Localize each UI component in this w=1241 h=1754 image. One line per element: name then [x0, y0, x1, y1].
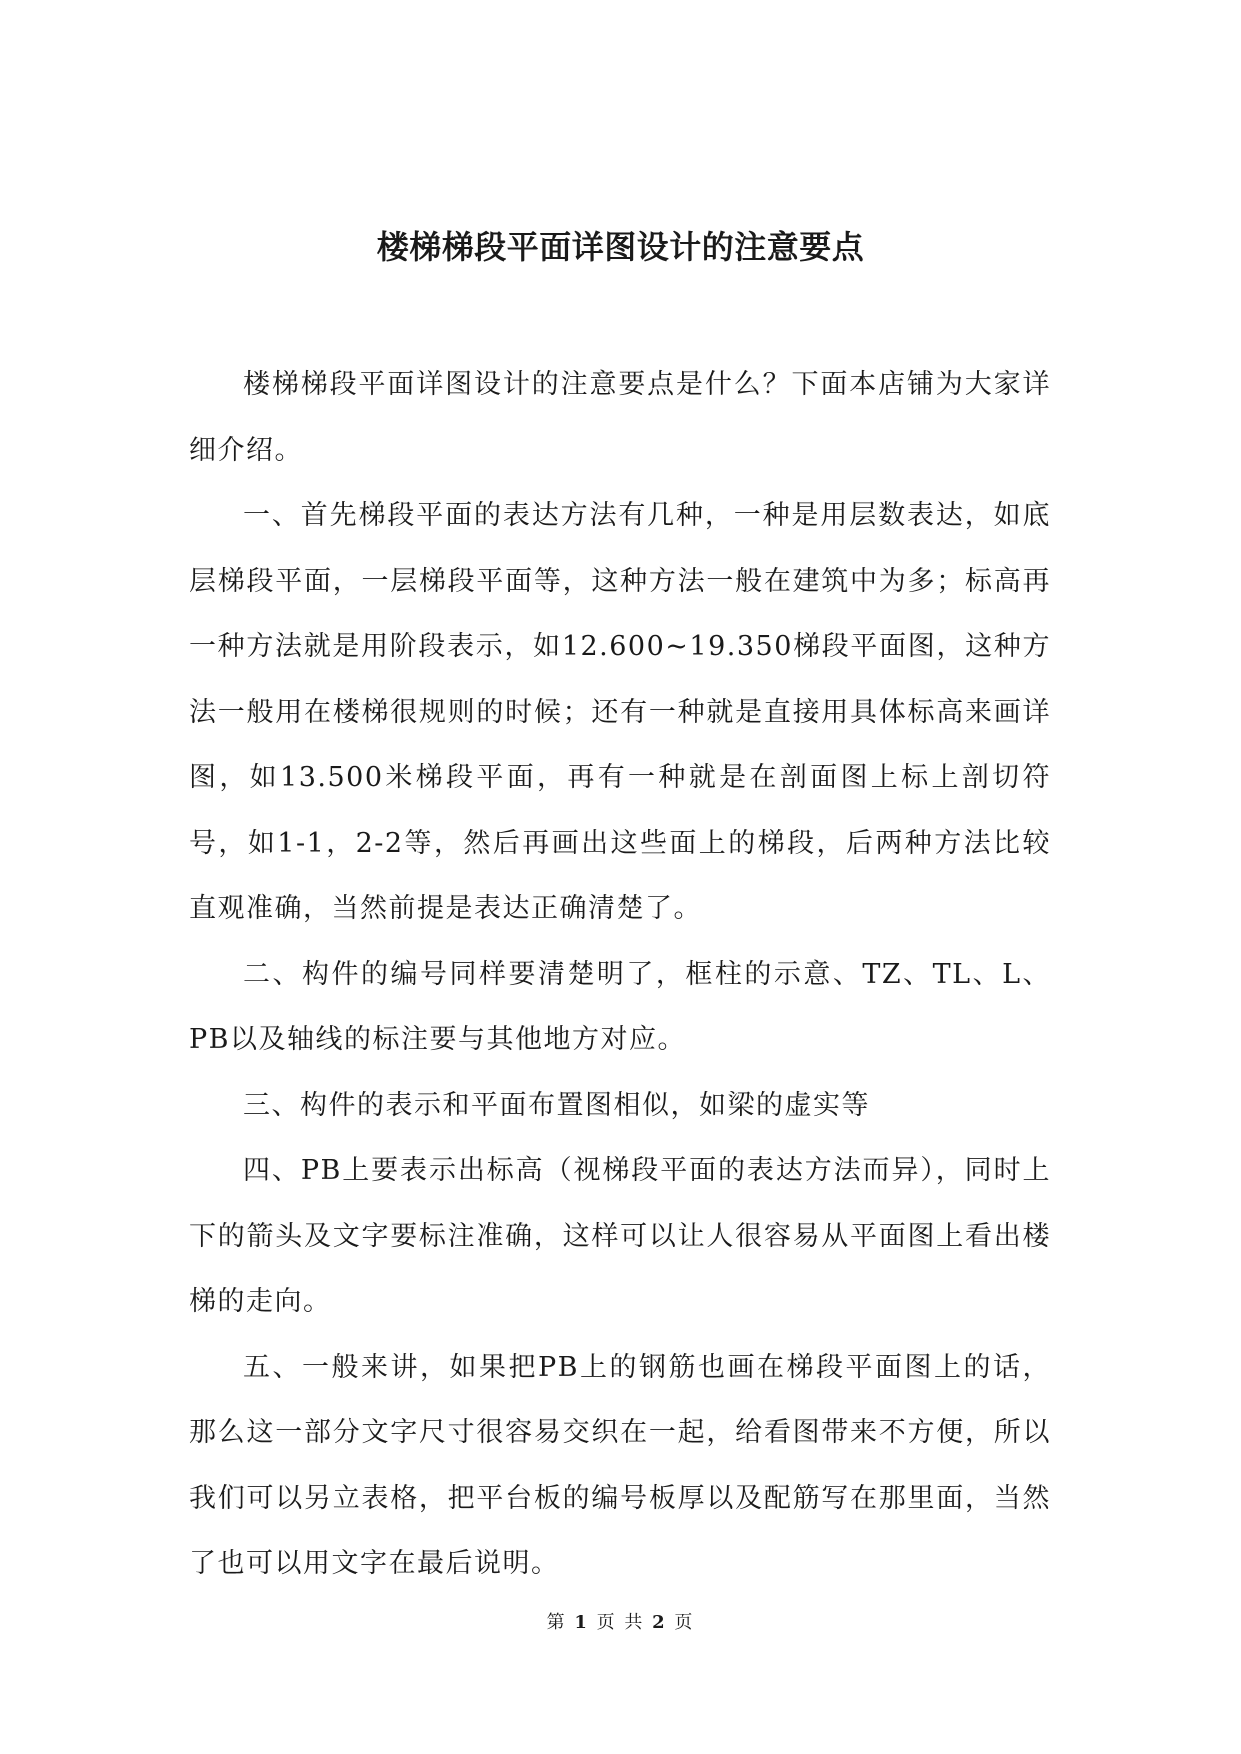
footer-total-pages: 2 [652, 1612, 667, 1633]
footer-prefix: 第 [546, 1612, 567, 1633]
page-footer [0, 1610, 1241, 1636]
paragraph-point-5: 五、一般来讲，如果把PB上的钢筋也画在梯段平面图上的话，那么这一部分文字尺寸很容易交织在一起，给看图带来不方便，所以我们可以另立表格，把平台板的编号板厚以及配筋写在那里面，当然了也可以用文字在最后说明。 [189, 1351, 1051, 1579]
paragraph-point-2: 二、构件的编号同样要清楚明了，框柱的示意、TZ、TL、L、PB以及轴线的标注要与其他地方对应。 [189, 958, 1051, 1055]
document-body [189, 352, 1051, 1597]
footer-middle: 页 共 [596, 1612, 645, 1633]
document-title: 楼梯梯段平面详图设计的注意要点 [376, 228, 865, 266]
footer-suffix: 页 [674, 1612, 695, 1633]
paragraph-point-4: 四、PB上要表示出标高（视梯段平面的表达方法而异），同时上下的箭头及文字要标注准确，这样可以让人很容易从平面图上看出楼梯的走向。 [189, 1155, 1051, 1317]
paragraph-point-3: 三、构件的表示和平面布置图相似，如梁的虚实等 [243, 1089, 870, 1121]
footer-current-page: 1 [574, 1612, 589, 1633]
paragraph-intro: 楼梯梯段平面详图设计的注意要点是什么？下面本店铺为大家详细介绍。 [189, 369, 1051, 466]
paragraph-point-1: 一、首先梯段平面的表达方法有几种，一种是用层数表达，如底层梯段平面，一层梯段平面等，这种方法一般在建筑中为多；标高再一种方法就是用阶段表示，如12.600~19.350梯段平面图，这种方法一般用在楼梯很规则的时候；还有一种就是直接用具体标高来画详图，如13.500米梯段平面，再有一种就是在剖面图上标上剖切符号，如1-1，2-2等，然后再画出这些面上的梯段，后两种方法比较直观准确，当然前提是表达正确清楚了。 [189, 500, 1051, 924]
